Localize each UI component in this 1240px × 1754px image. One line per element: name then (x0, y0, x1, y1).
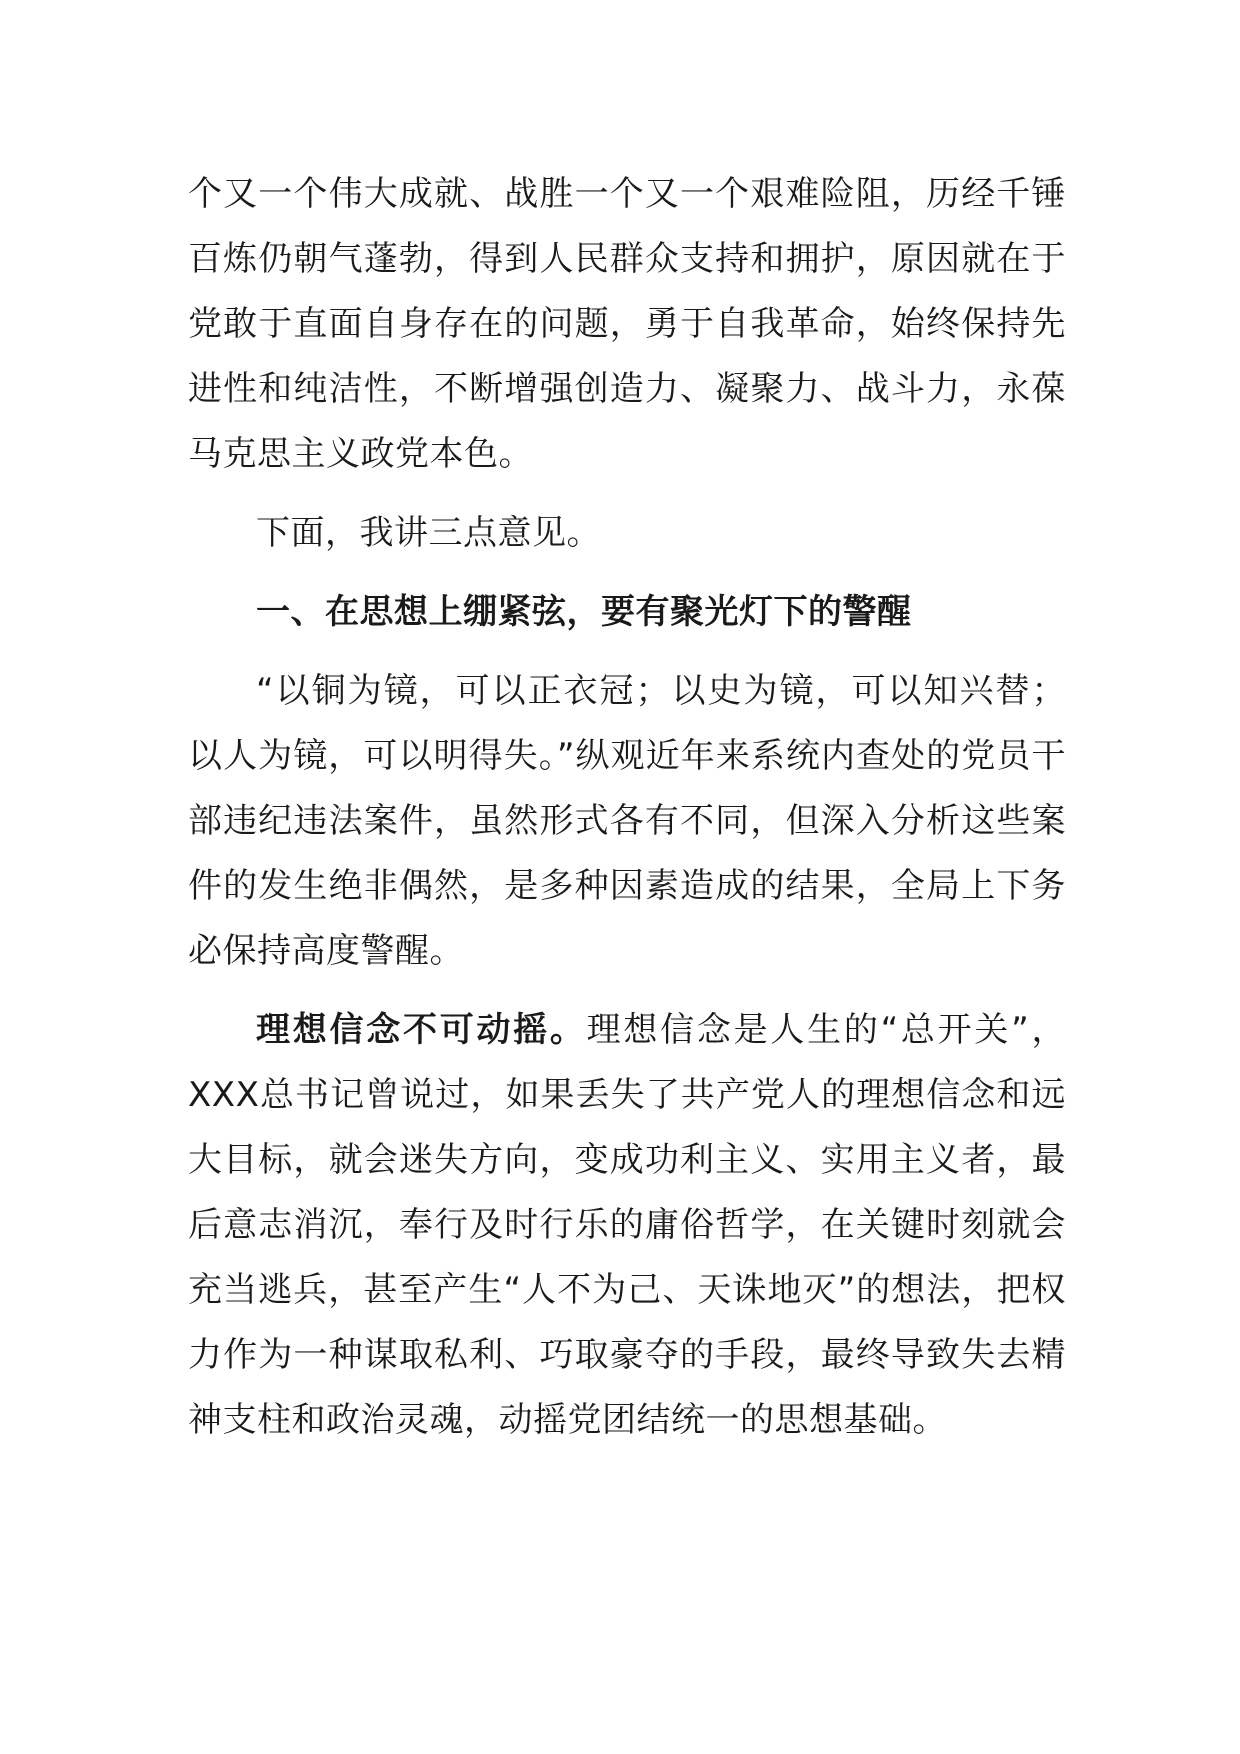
paragraph-lead-bold: 理想信念不可动摇。 (256, 1010, 587, 1050)
paragraph-quote: “以铜为镜，可以正衣冠；以史为镜，可以知兴替；以人为镜，可以明得失。”纵观近年来系统内查处的党员干部违纪违法案件，虽然形式各有不同，但深入分析这些案件的发生绝非偶然，是多种因素造成的结果，全局上下务必保持高度警醒。 (188, 671, 1066, 971)
paragraph-body: 理想信念是人生的“总开关”，XXX总书记曾说过，如果丢失了共产党人的理想信念和远大目标，就会迷失方向，变成功利主义、实用主义者，最后意志消沉，奉行及时行乐的庸俗哲学，在关键时刻就会充当逃兵，甚至产生“人不为己、天诛地灭”的想法，把权力作为一种谋取私利、巧取豪夺的手段，最终导致失去精神支柱和政治灵魂，动摇党团结统一的思想基础。 (188, 1010, 1066, 1440)
section-heading: 一、在思想上绷紧弦，要有聚光灯下的警醒 (256, 592, 912, 632)
paragraph-ideals (188, 998, 1066, 1453)
document-body (188, 162, 1066, 1453)
paragraph-continuation: 个又一个伟大成就、战胜一个又一个艰难险阻，历经千锤百炼仍朝气蓬勃，得到人民群众支持和拥护，原因就在于党敢于直面自身存在的问题，勇于自我革命，始终保持先进性和纯洁性，不断增强创造力、凝聚力、战斗力，永葆马克思主义政党本色。 (188, 174, 1066, 474)
paragraph-intro: 下面，我讲三点意见。 (256, 513, 601, 553)
